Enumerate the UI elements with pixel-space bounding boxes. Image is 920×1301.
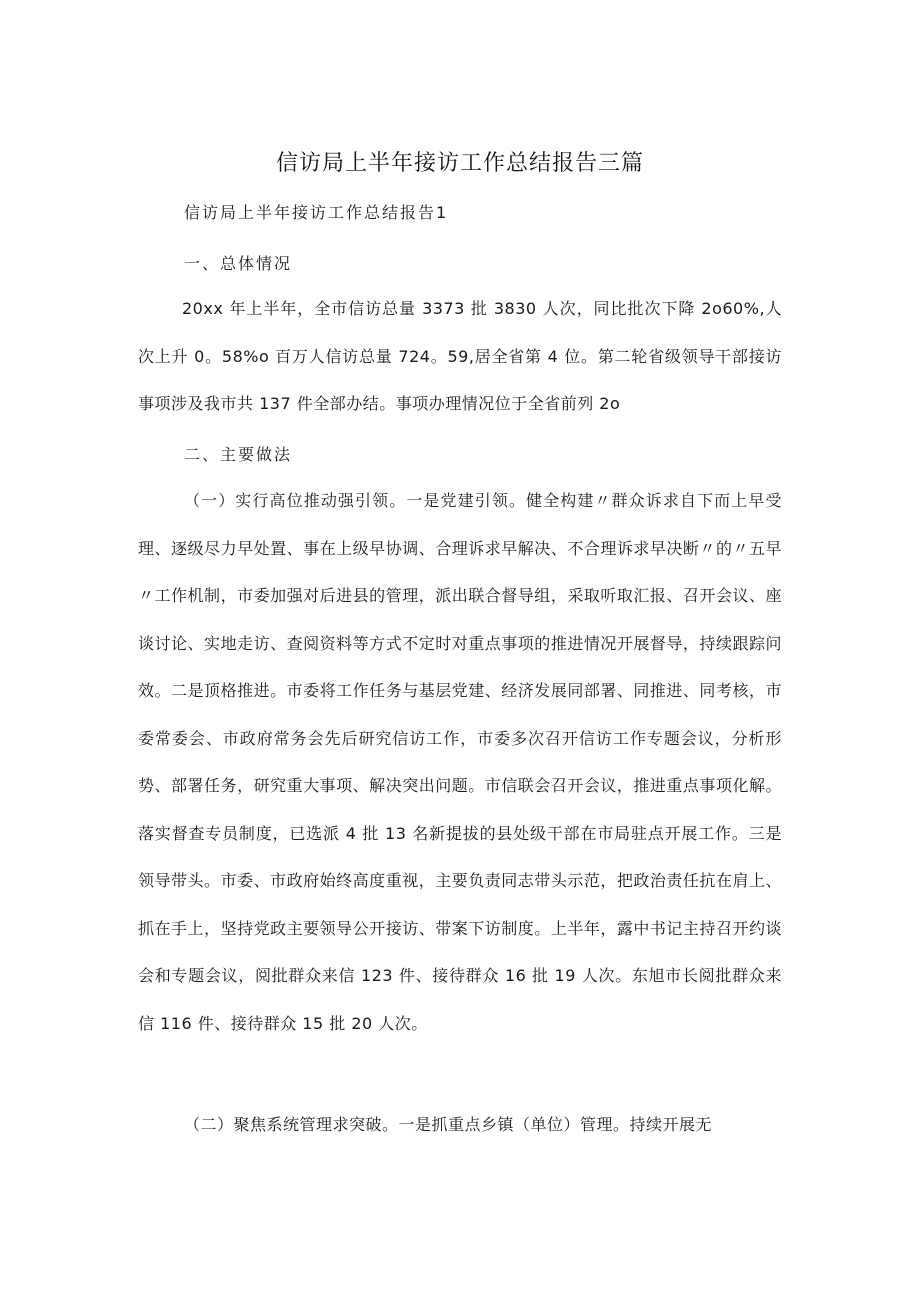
paragraph-system-management: （二）聚焦系统管理求突破。一是抓重点乡镇（单位）管理。持续开展无 xyxy=(184,1115,713,1134)
section-heading-overview: 一、总体情况 xyxy=(184,254,293,273)
section-heading-practices: 二、主要做法 xyxy=(184,445,293,464)
paragraph-overview: 20xx 年上半年，全市信访总量 3373 批 3830 人次，同比批次下降 2o60%,人次上升 0。58%o 百万人信访总量 724。59,居全省第 4 位。第二轮省级领导干部接访事项涉及我市共 137 件全部办结。事项办理情况位于全省前列 2o xyxy=(138,299,782,413)
document-subtitle: 信访局上半年接访工作总结报告1 xyxy=(184,203,449,222)
document-title: 信访局上半年接访工作总结报告三篇 xyxy=(275,151,644,176)
paragraph-high-level-push: （一）实行高位推动强引领。一是党建引领。健全构建〃群众诉求自下而上早受理、逐级尽力早处置、事在上级早协调、合理诉求早解决、不合理诉求早决断〃的〃五早〃工作机制，市委加强对后进县的管理，派出联合督导组，采取听取汇报、召开会议、座谈讨论、实地走访、查阅资料等方式不定时对重点事项的推进情况开展督导，持续跟踪问效。二是顶格推进。市委将工作任务与基层党建、经济发展同部署、同推进、同考核，市委常委会、市政府常务会先后研究信访工作，市委多次召开信访工作专题会议，分析形势、部署任务，研究重大事项、解决突出问题。市信联会召开会议，推进重点事项化解。落实督查专员制度，已选派 4 批 13 名新提拔的县处级干部在市局驻点开展工作。三是领导带头。市委、市政府始终高度重视，主要负责同志带头示范，把政治责任抗在肩上、抓在手上，坚持党政主要领导公开接访、带案下访制度。上半年，露中书记主持召开约谈会和专题会议，阅批群众来信 123 件、接待群众 16 批 19 人次。东旭市长阅批群众来信 116 件、接待群众 15 批 20 人次。 xyxy=(138,491,782,1033)
